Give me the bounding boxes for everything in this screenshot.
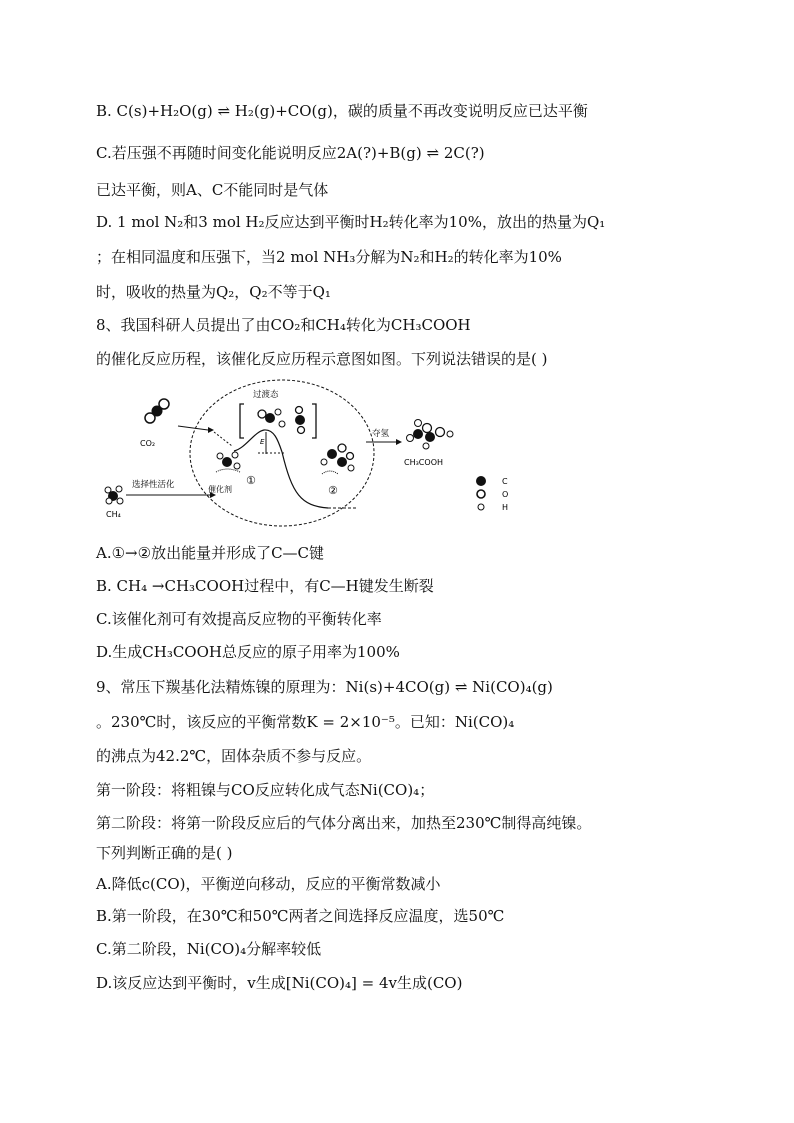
svg-text:H: H [502, 503, 509, 512]
co2-label: CO₂ [140, 439, 156, 448]
q9-stem-line1: 9、常压下羰基化法精炼镍的原理为：Ni(s)+4CO(g) ⇌ Ni(CO)₄(g) [96, 678, 553, 696]
selective-activation-label: 选择性活化 [132, 480, 175, 490]
step1-marker: ① [246, 474, 256, 487]
ch4-label: CH₄ [106, 510, 121, 519]
reaction-mechanism-figure [96, 376, 512, 528]
legend-oxygen [477, 490, 508, 499]
svg-text:C: C [502, 477, 508, 486]
q9-option-a: A.降低c(CO)，平衡逆向移动，反应的平衡常数减小 [96, 875, 441, 893]
catalyst-adsorbate-icon [216, 452, 240, 472]
q8-option-d: D.生成CH₃COOH总反应的原子用率为100% [96, 643, 400, 661]
energy-profile-curve [234, 430, 328, 508]
q9-question: 下列判断正确的是( ) [96, 844, 233, 862]
transition-state-label: 过渡态 [253, 390, 279, 400]
q7-option-c-line1: C.若压强不再随时间变化能说明反应2A(?)+B(g) ⇌ 2C(?) [96, 144, 485, 162]
q7-option-d-line1: D. 1 mol N₂和3 mol H₂反应达到平衡时H₂转化率为10%，放出的热量为Q₁ [96, 213, 606, 231]
q7-option-d-line2: ；在相同温度和压强下，当2 mol NH₃分解为N₂和H₂的转化率为10% [96, 248, 562, 266]
legend-hydrogen [478, 503, 508, 512]
product-adsorbate-icon [321, 444, 354, 474]
adsorb-dashed-arrow [214, 432, 232, 446]
q9-stem-line2: 。230℃时，该反应的平衡常数K = 2×10⁻⁵。已知：Ni(CO)₄ [96, 713, 515, 731]
q9-stage2: 第二阶段：将第一阶段反应后的气体分离出来，加热至230℃制得高纯镍。 [96, 814, 592, 832]
q8-option-a: A.①→②放出能量并形成了C—C键 [96, 544, 325, 562]
q7-option-d-line3: 时，吸收的热量为Q₂，Q₂不等于Q₁ [96, 283, 331, 301]
q7-option-b: B. C(s)+H₂O(g) ⇌ H₂(g)+CO(g)，碳的质量不再改变说明反应已达平衡 [96, 102, 588, 120]
ch3cooh-molecule-icon [407, 420, 454, 450]
q7-option-c-line2: 已达平衡，则A、C不能同时是气体 [96, 181, 329, 199]
ch3cooh-label: CH₃COOH [404, 458, 444, 467]
q9-stage1: 第一阶段：将粗镍与CO反应转化成气态Ni(CO)₄； [96, 781, 435, 799]
q9-option-b: B.第一阶段，在30℃和50℃两者之间选择反应温度，选50℃ [96, 907, 505, 925]
energy-label: E [260, 438, 265, 446]
q9-option-c: C.第二阶段，Ni(CO)₄分解率较低 [96, 940, 322, 958]
svg-text:O: O [502, 490, 509, 499]
legend-carbon [476, 476, 508, 486]
q8-stem-line1: 8、我国科研人员提出了由CO₂和CH₄转化为CH₃COOH [96, 316, 471, 334]
co2-arrow [178, 426, 208, 430]
q8-option-b: B. CH₄ →CH₃COOH过程中，有C—H键发生断裂 [96, 577, 434, 595]
ch4-molecule-icon [105, 486, 123, 504]
step2-marker: ② [328, 484, 338, 497]
q9-stem-line3: 的沸点为42.2℃，固体杂质不参与反应。 [96, 747, 372, 765]
co2-molecule-icon [145, 399, 169, 423]
catalyst-label: 催化剂 [208, 485, 232, 494]
q9-option-d: D.该反应达到平衡时，v生成[Ni(CO)₄] = 4v生成(CO) [96, 974, 463, 992]
q8-stem-line2: 的催化反应历程，该催化反应历程示意图如图。下列说法错误的是( ) [96, 350, 548, 368]
remove-h-label: 夺氢 [372, 429, 390, 439]
q8-option-c: C.该催化剂可有效提高反应物的平衡转化率 [96, 610, 382, 628]
